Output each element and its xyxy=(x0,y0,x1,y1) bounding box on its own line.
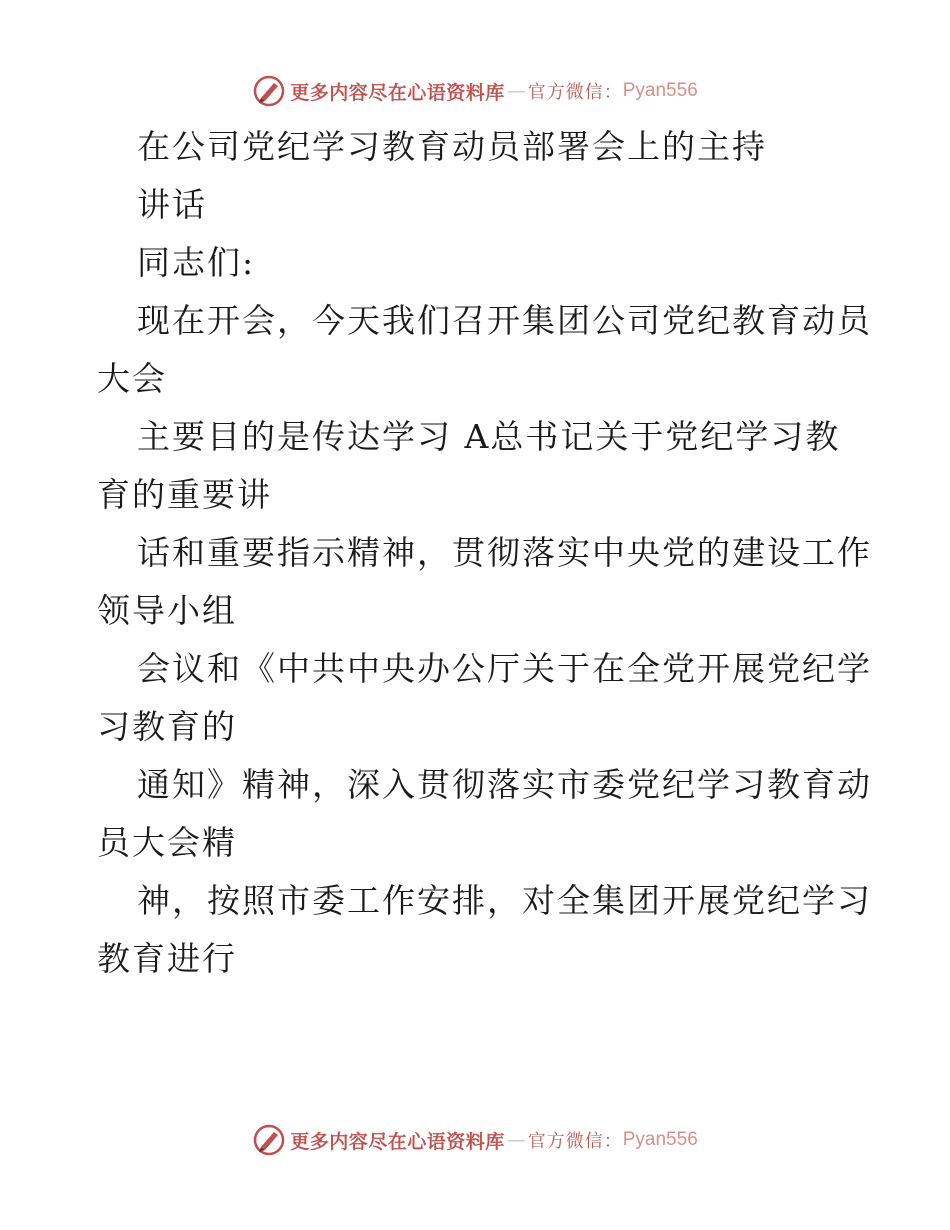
watermark-separator: — xyxy=(506,1129,526,1151)
watermark-text: 更多内容尽在心语资料库 xyxy=(290,1130,505,1153)
document-line: 现在开会，今天我们召开集团公司党纪教育动员 xyxy=(137,301,872,340)
watermark-text: 更多内容尽在心语资料库 xyxy=(290,81,505,104)
document-line: 话和重要指示精神，贯彻落实中央党的建设工作 xyxy=(137,533,872,572)
document-line: 员大会精 xyxy=(97,823,237,862)
document-line: 习教育的 xyxy=(97,707,237,746)
watermark-label: 官方微信： xyxy=(527,82,623,103)
document-body xyxy=(97,118,872,988)
watermark-handle: Pyan556 xyxy=(622,80,698,101)
document-line: 神，按照市委工作安排，对全集团开展党纪学习 xyxy=(137,881,872,920)
document-line: 主要目的是传达学习 A总书记关于党纪学习教 xyxy=(137,417,841,456)
footer-watermark xyxy=(0,1120,950,1160)
document-line: 同志们: xyxy=(137,243,256,282)
document-line: 通知》精神，深入贯彻落实市委党纪学习教育动 xyxy=(137,765,872,804)
header-watermark xyxy=(0,71,950,111)
pen-logo-icon xyxy=(252,1123,286,1157)
document-line: 育的重要讲 xyxy=(97,475,272,514)
document-line: 大会 xyxy=(97,359,167,398)
document-line: 会议和《中共中央办公厅关于在全党开展党纪学 xyxy=(137,649,872,688)
document-line: 讲话 xyxy=(137,185,207,224)
watermark-handle: Pyan556 xyxy=(622,1129,698,1150)
document-line: 在公司党纪学习教育动员部署会上的主持 xyxy=(137,127,767,166)
document-line: 教育进行 xyxy=(97,939,237,978)
document-line: 领导小组 xyxy=(97,591,237,630)
pen-logo-icon xyxy=(252,74,286,108)
watermark-label: 官方微信： xyxy=(527,1131,623,1152)
watermark-separator: — xyxy=(506,80,526,102)
